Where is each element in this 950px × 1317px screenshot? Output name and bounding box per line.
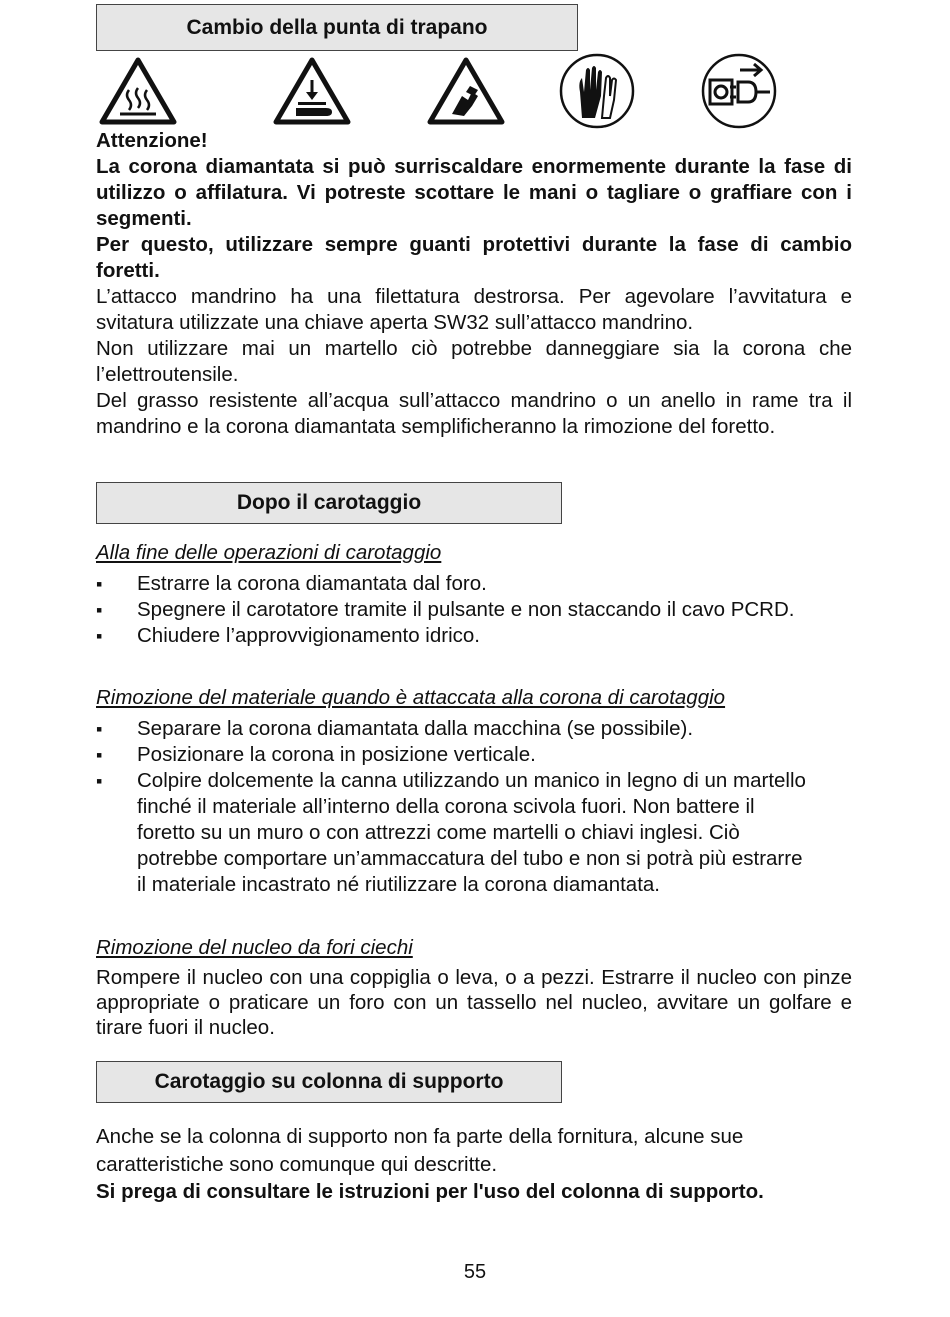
safety-icons-row — [96, 52, 816, 132]
hot-surface-warning-icon — [98, 56, 178, 126]
list-item: ▪ Separare la corona diamantata dalla macchina (se possibile). — [96, 716, 856, 742]
subheading-blind-hole-core-removal: Rimozione del nucleo da fori ciechi — [96, 936, 413, 959]
body-paragraph-2: Non utilizzare mai un martello ciò potrebbe danneggiare sia la corona che l’elettroutensile. — [96, 337, 852, 386]
blind-hole-paragraph: Rompere il nucleo con una coppiglia o leva, o a pezzi. Estrarre il nucleo con pinze appropriate o praticare un foro con un tassello nel nucleo, avvitare un golfare e tirare fuori il nucleo. — [96, 966, 852, 1039]
list-item: ▪ Colpire dolcemente la canna utilizzando un manico in legno di un martello finché il materiale all’interno della corona scivola fuori. Non battere il foretto su un muro o con attrezzi come martelli o chiavi inglesi. Ciò potrebbe comportare un’ammaccatura del tubo e non si potrà più estrarre il materiale incastrato né riutilizzare la corona diamantata. — [96, 768, 856, 898]
section-title-after-coring: Dopo il carotaggio — [96, 482, 562, 524]
body-paragraph-1: L’attacco mandrino ha una filettatura destrorsa. Per agevolare l’avvitatura e svitatura utilizzate una chiave aperta SW32 sull’attacco mandrino. — [96, 285, 852, 334]
support-column-note: Si prega di consultare le istruzioni per l'uso del colonna di supporto. — [96, 1180, 764, 1203]
warning-heading: Attenzione! — [96, 129, 208, 152]
hand-crush-warning-icon — [272, 56, 352, 126]
body-paragraph-3: Del grasso resistente all’acqua sull’attacco mandrino o un anello in rame tra il mandrino e la corona diamantata semplificheranno la rimozione del foretto. — [96, 389, 852, 438]
wear-gloves-icon — [558, 52, 636, 130]
subheading-material-removal: Rimozione del materiale quando è attaccata alla corona di carotaggio — [96, 686, 726, 709]
end-of-operations-list — [96, 571, 856, 649]
hand-cut-warning-icon — [426, 56, 506, 126]
material-removal-list — [96, 716, 856, 898]
section-title-support-column: Carotaggio su colonna di supporto — [96, 1061, 562, 1103]
list-item: ▪ Spegnere il carotatore tramite il pulsante e non staccando il cavo PCRD. — [96, 597, 856, 623]
list-item: ▪ Estrarre la corona diamantata dal foro. — [96, 571, 856, 597]
page-number: 55 — [463, 1261, 487, 1283]
section-title-drill-bit-change: Cambio della punta di trapano — [96, 4, 578, 51]
subheading-end-of-operations: Alla fine delle operazioni di carotaggio — [96, 541, 442, 564]
list-item: ▪ Posizionare la corona in posizione verticale. — [96, 742, 856, 768]
warning-paragraph-2: Per questo, utilizzare sempre guanti protettivi durante la fase di cambio foretti. — [96, 233, 852, 282]
list-item: ▪ Chiudere l’approvvigionamento idrico. — [96, 623, 856, 649]
unplug-icon — [700, 52, 778, 130]
warning-paragraph-1: La corona diamantata si può surriscaldare enormemente durante la fase di utilizzo o affilatura. Vi potreste scottare le mani o tagliare o graffiare con i segmenti. — [96, 155, 852, 230]
support-column-paragraph: Anche se la colonna di supporto non fa parte della fornitura, alcune sue caratteristiche sono comunque qui descritte. — [96, 1125, 744, 1176]
